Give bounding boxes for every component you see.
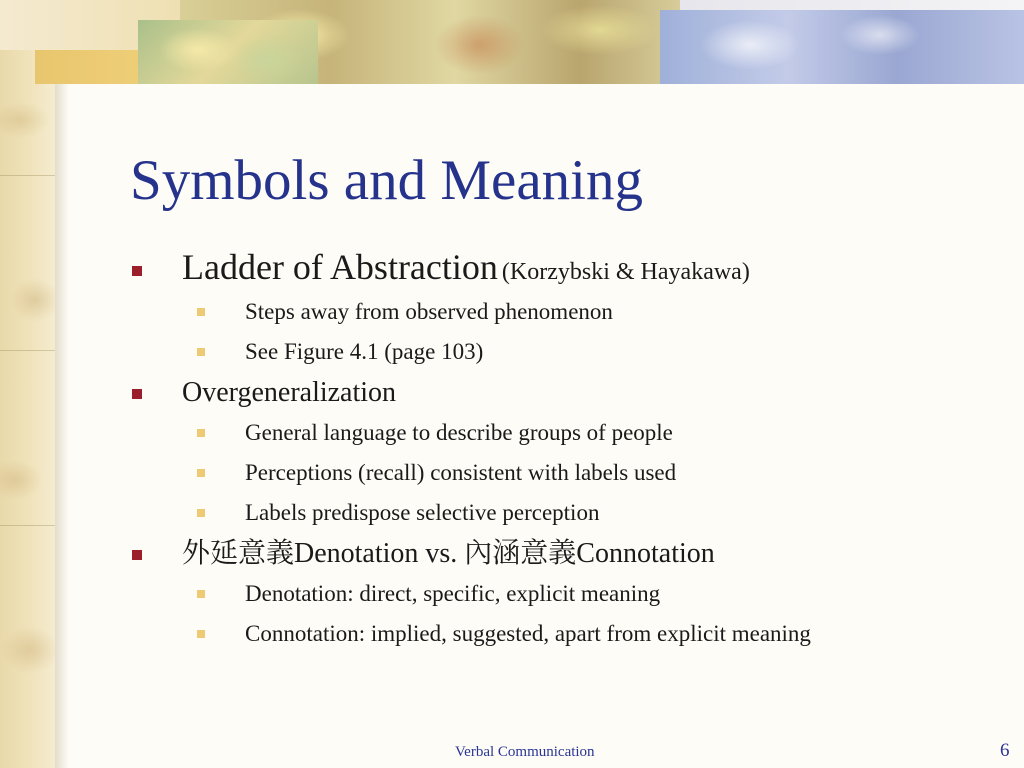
square-bullet-icon — [197, 469, 205, 477]
sub-bullet-text: Connotation: implied, suggested, apart from explicit meaning — [245, 621, 811, 646]
square-bullet-icon — [132, 266, 142, 276]
bullet-item — [130, 246, 1010, 288]
sub-bullet-item — [130, 580, 1010, 607]
bullet-text: Ladder of Abstraction — [182, 247, 498, 287]
square-bullet-icon — [132, 389, 142, 399]
left-border-shadow — [55, 0, 69, 768]
left-parchment-border — [0, 0, 55, 768]
sub-bullet-item — [130, 499, 1010, 526]
bullet-text: Overgeneralization — [182, 377, 397, 408]
bullet-item — [130, 376, 1010, 410]
sub-bullet-item — [130, 459, 1010, 486]
bullet-list — [130, 246, 1010, 647]
footer-text: Verbal Communication — [455, 744, 595, 760]
sub-bullet-item — [130, 620, 1010, 647]
sub-bullet-item — [130, 338, 1010, 365]
square-bullet-icon — [197, 348, 205, 356]
sub-bullet-item — [130, 419, 1010, 446]
square-bullet-icon — [197, 509, 205, 517]
decorative-banner — [0, 0, 1024, 90]
sub-bullet-text: Perceptions (recall) consistent with labels used — [245, 460, 677, 485]
border-divider — [0, 525, 55, 526]
sub-bullet-text: Steps away from observed phenomenon — [245, 299, 613, 324]
square-bullet-icon — [197, 429, 205, 437]
bullet-text: 外延意義Denotation vs. 內涵意義Connotation — [182, 538, 715, 569]
slide-title: Symbols and Meaning — [130, 149, 643, 212]
square-bullet-icon — [197, 308, 205, 316]
sub-bullet-text: See Figure 4.1 (page 103) — [245, 339, 484, 364]
sub-bullet-item — [130, 298, 1010, 325]
square-bullet-icon — [132, 550, 142, 560]
square-bullet-icon — [197, 590, 205, 598]
sub-bullet-text: Denotation: direct, specific, explicit meaning — [245, 581, 661, 606]
bullet-item — [130, 537, 1010, 571]
border-divider — [0, 175, 55, 176]
square-bullet-icon — [197, 630, 205, 638]
border-divider — [0, 350, 55, 351]
sub-bullet-text: Labels predispose selective perception — [245, 500, 600, 525]
page-number: 6 — [1000, 740, 1010, 761]
sub-bullet-text: General language to describe groups of people — [245, 420, 673, 445]
bullet-note: (Korzybski & Hayakawa) — [501, 259, 750, 285]
